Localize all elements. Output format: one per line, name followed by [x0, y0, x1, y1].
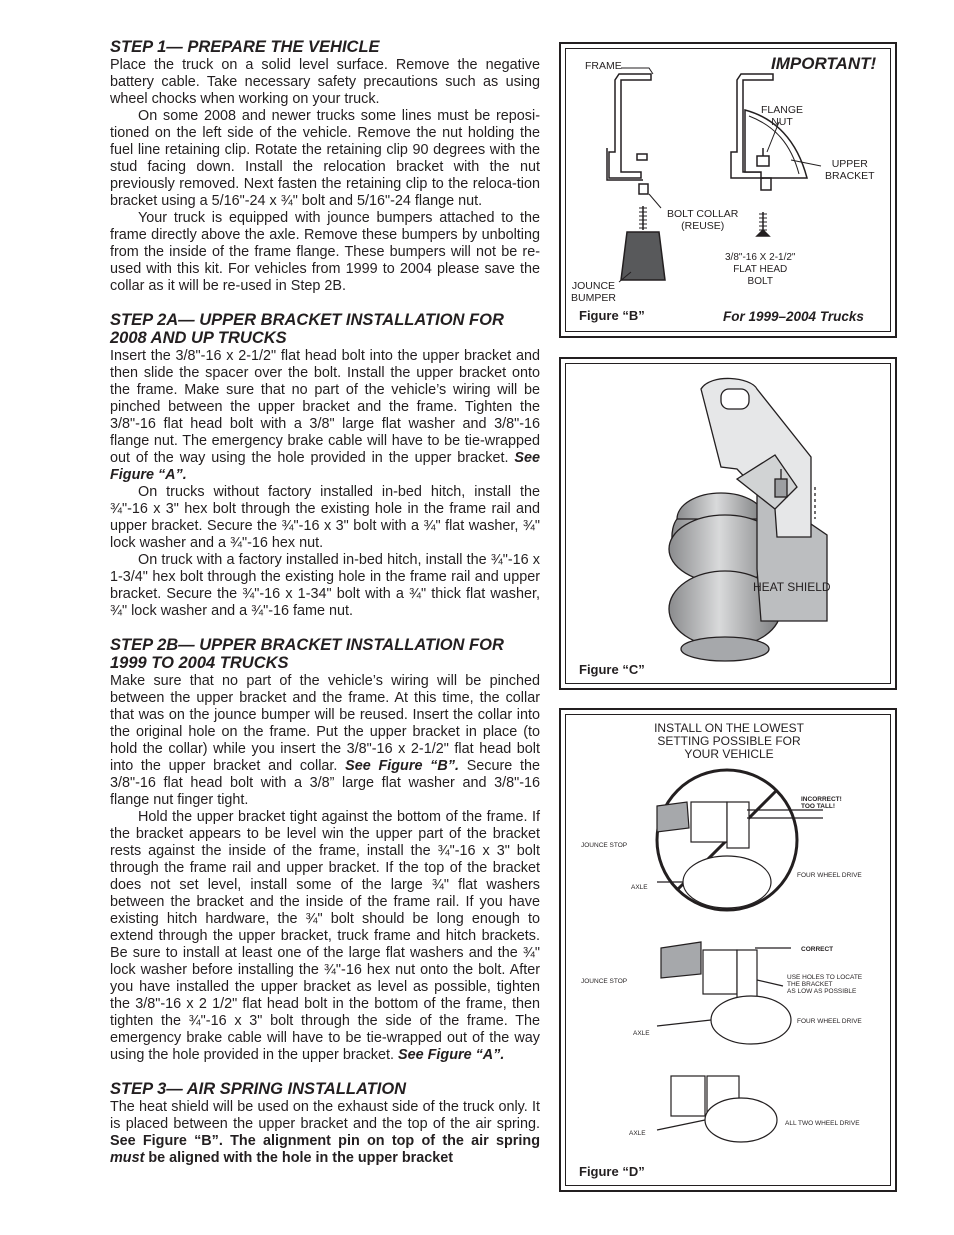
figb-important-title: IMPORTANT!	[771, 54, 877, 73]
frame-collar-hole	[637, 154, 647, 160]
axle-1	[683, 856, 771, 908]
figd-incorrect-text: INCORRECT! TOO TALL!	[801, 796, 842, 810]
figure-c	[559, 357, 897, 690]
figb-flat-head-bolt-text: 3/8"-16 X 2-1/2" FLAT HEAD BOLT	[725, 252, 796, 287]
bolt-collar-shape	[639, 184, 648, 194]
air-spring-base	[681, 637, 769, 661]
figd-correct-label: CORRECT	[801, 946, 834, 953]
step-1-title: STEP 1— PREPARE THE VEHICLE	[110, 38, 380, 56]
step-1-paragraph-3: Your truck is equipped with jounce bumpers attached to the frame directly above the axle. Remove these bumpers by unbolting from the inside of the frame flange. These bumpers will not be re-used with this kit. For vehicles from 1999 to 2004 please save the collar as it will be re-used in Step 2B.	[110, 210, 540, 294]
step-3-bold-text-2: be aligned with the hole in the upper bracket	[148, 1150, 454, 1166]
figb-frame-label: FRAME	[585, 60, 622, 72]
figd-four-wd-2: FOUR WHEEL DRIVE	[797, 1018, 862, 1025]
step-1-section	[110, 38, 540, 295]
figd-axle-2: AXLE	[633, 1030, 650, 1037]
step-2b-paragraph-1	[110, 673, 540, 809]
figd-instruction-text: INSTALL ON THE LOWEST SETTING POSSIBLE FOR YOUR VEHICLE	[654, 721, 804, 761]
figb-bolt-collar-label	[667, 208, 738, 232]
step-2a-section	[110, 311, 540, 620]
figb-jounce-bumper-text: JOUNCE BUMPER	[571, 280, 616, 304]
step-3-p1-text: The heat shield will be used on the exhaust side of the truck only. It is placed between the upper bracket and the top of the air spring.	[110, 1099, 540, 1132]
figb-upper-bracket-label	[825, 158, 875, 182]
instruction-text-column	[110, 38, 540, 1183]
figd-four-wd-1: FOUR WHEEL DRIVE	[797, 872, 862, 879]
see-figure-a-ref-2: See Figure “A”.	[398, 1047, 505, 1063]
figd-jounce-stop-1: JOUNCE STOP	[581, 842, 628, 849]
figb-flange-nut-label	[761, 104, 803, 128]
step-2b-title: STEP 2B— UPPER BRACKET INSTALLATION FOR 1999 TO 2004 TRUCKS	[110, 636, 504, 672]
figd-instruction-label	[629, 722, 829, 761]
figb-upper-bracket-text: UPPER BRACKET	[825, 158, 875, 182]
step-3-section	[110, 1080, 540, 1167]
step-3-title: STEP 3— AIR SPRING INSTALLATION	[110, 1080, 407, 1098]
jounce-bumper-shape	[621, 232, 665, 280]
figure-c-label: Figure “C”	[579, 662, 645, 677]
step-3-bold-text: See Figure “B”. The alignment pin on top of the air spring	[110, 1133, 540, 1149]
step-2b-p2-text: Hold the upper bracket tight against the bottom of the frame. If the bracket appears to be level win the upper part of the bracket rests against the inside of the frame, install the ¾"-16 x 3" bolt through the frame rail and upper bracket. If the top of the bracket does not set level, install some of the large ¾" flat washers between the bracket and the inside of the frame rail. If you have existing hitch hardware, the ¾" bolt should be long enough to extend through the upper bracket, truck frame and hitch brackets. Be sure to install at least one of the large flat washers and the ¾" lock washer before installing the ¾"-16 hex nut onto the bolt. After you have installed the upper bracket as level as possible, tighten the 3/8"-16 x 2 1/2" flat head bolt in the bottom of the frame, then tighten the ¾"-16 x 3" bolt through the side of the frame. The emergency brake cable will have to be tie-wrapped out of the way using the hole provided in the upper bracket.	[110, 809, 540, 1063]
figure-d-label: Figure “D”	[579, 1164, 645, 1179]
figb-flange-nut-text: FLANGE NUT	[761, 104, 804, 128]
step-1-paragraph-1: Place the truck on a solid level surface. Remove the negative battery cable. Take necessary safety precautions such as using wheel chocks when working on your truck.	[110, 57, 540, 107]
figd-axle-3: AXLE	[629, 1130, 646, 1137]
step-2a-paragraph-1	[110, 348, 540, 484]
figd-use-holes-text: USE HOLES TO LOCATE THE BRACKET AS LOW AS POSSIBLE	[787, 974, 863, 995]
step-2a-title: STEP 2A— UPPER BRACKET INSTALLATION FOR 2008 AND UP TRUCKS	[110, 311, 504, 347]
figd-incorrect-label	[801, 796, 842, 810]
figd-axle-1: AXLE	[631, 884, 648, 891]
must-emphasis: must	[110, 1150, 145, 1166]
step-2a-p1-text: Insert the 3/8"-16 x 2-1/2" flat head bolt into the upper bracket and then slide the spacer over the bolt. Install the upper bracket onto the frame. Make sure that no part of the vehicle’s wiring will be pinched between the upper bracket and the frame. Tighten the 3/8"-16 flat head bolt with a 3/8" large flat washer and 3/8"-16 flange nut. The emergency brake cable will have to be tie-wrapped out of the way using the hole provided in the upper bracket.	[110, 348, 540, 466]
figd-use-holes-label	[787, 974, 862, 995]
step-3-paragraph-1	[110, 1099, 540, 1167]
step-2a-paragraph-2: On trucks without factory installed in-bed hitch, install the ¾"-16 x 3" hex bolt through the existing hole in the frame rail and upper bracket. Secure the ¾"-16 x 3" bolt with a ¾" flat washer, ¾" lock washer and a ¾"-16 hex nut.	[110, 484, 540, 551]
figure-c-drawing	[561, 359, 895, 688]
figd-jounce-stop-2: JOUNCE STOP	[581, 978, 628, 985]
figb-jounce-bumper-label	[571, 280, 616, 304]
step-1-paragraph-2: On some 2008 and newer trucks some lines must be reposi-tioned on the left side of the vehicle. Remove the nut holding the fuel line retaining clip. Rotate the retaining clip 90 degrees with the stud facing down. Install the relocation bracket with the nut previously removed. Next fasten the retaining clip to the reloca-tion bracket using a 5/16"-24 x ¾" bolt and 5/16"-24 flange nut.	[110, 108, 540, 209]
figb-bolt-collar-text: BOLT COLLAR (REUSE)	[667, 208, 739, 232]
bracket-collar-shape	[761, 178, 771, 190]
figd-two-wd: ALL TWO WHEEL DRIVE	[785, 1120, 860, 1127]
axle-2	[711, 996, 791, 1044]
frame-left-shape	[609, 74, 651, 178]
see-figure-a-ref: See Figure “A”.	[110, 450, 540, 483]
flange-nut-shape	[757, 156, 769, 166]
figure-b-caption: For 1999–2004 Trucks	[723, 309, 864, 324]
figure-b	[559, 42, 897, 338]
step-2b-p1-text-b: Secure the 3/8"-16 flat head bolt with a 3/8” large flat washer and 3/8"-16 flange nut finger tight.	[110, 758, 541, 808]
bracket-slot	[721, 389, 749, 409]
axle-3	[705, 1098, 777, 1142]
step-2a-paragraph-3: On truck with a factory installed in-bed hitch, install the ¾"-16 x 1-3/4" hex bolt through the existing hole in the frame rail and upper bracket. Secure the ¾"-16 x 1-34" bolt with a ¾" thick flat washer, ¾" lock washer and a ¾"-16 fame nut.	[110, 552, 540, 619]
bracket-nut	[775, 479, 787, 497]
see-figure-b-ref: See Figure “B”.	[345, 758, 459, 774]
step-2b-section	[110, 636, 540, 1064]
figb-flat-head-bolt-label	[725, 252, 795, 288]
figure-d	[559, 708, 897, 1192]
figure-b-label: Figure “B”	[579, 308, 645, 323]
step-2b-paragraph-2	[110, 809, 540, 1064]
step-2b-p1-text: Make sure that no part of the vehicle’s wiring will be pinched between the upper bracket and the frame. At this time, the collar that was on the jounce bumper will be reused. Insert the collar into the original hole on the frame. Put the upper bracket in place (to hold the collar) while you insert the 3/8"-16 x 2-1/2" flat head bolt into the upper bracket and collar.	[110, 673, 540, 774]
figc-heat-shield-label: HEAT SHIELD	[753, 580, 831, 594]
